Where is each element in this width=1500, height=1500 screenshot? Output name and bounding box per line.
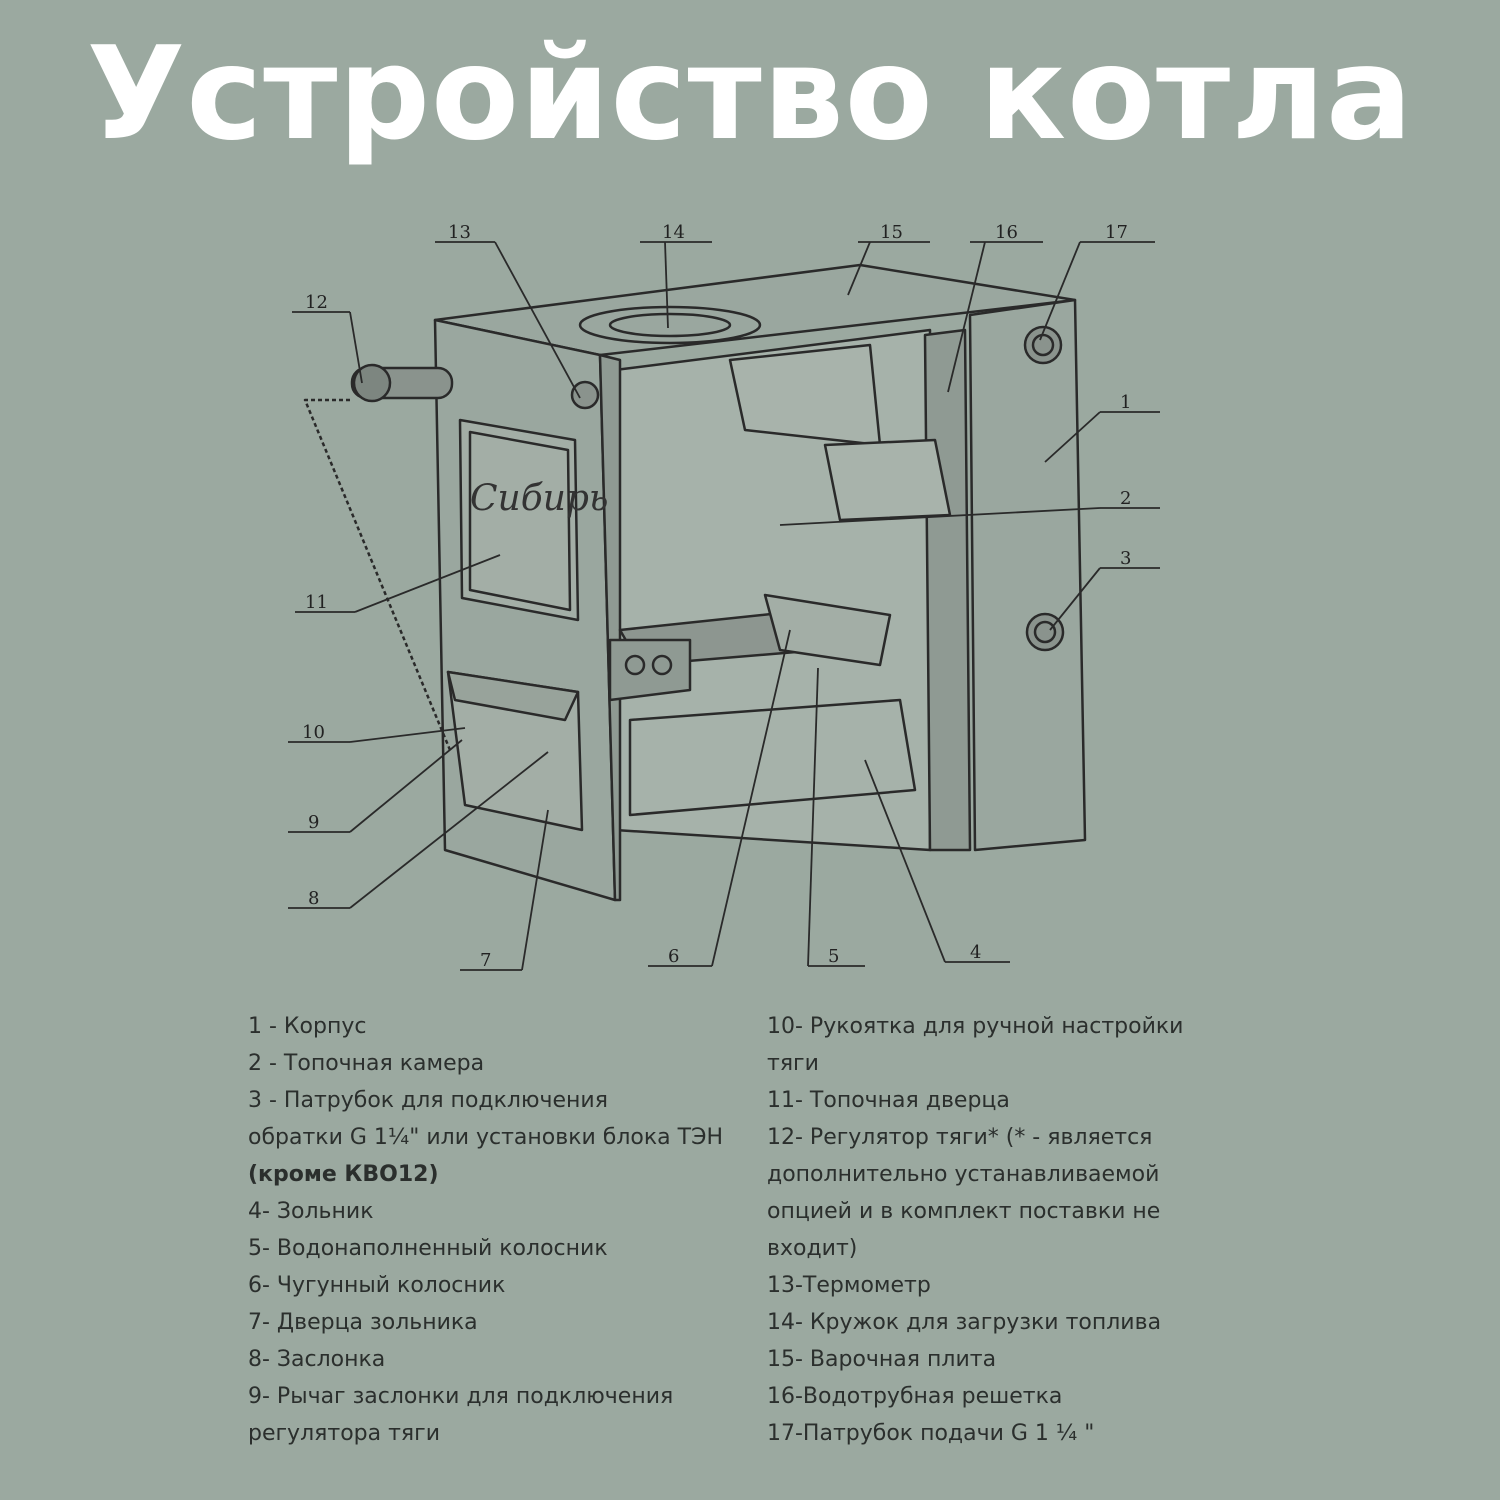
- callout-1: 1: [1120, 392, 1132, 413]
- legend-item: 13-Термометр: [767, 1273, 931, 1298]
- callout-7: 7: [480, 950, 492, 971]
- page-title: Устройство котла: [86, 20, 1414, 169]
- legend-item: 12- Регулятор тяги* (* - является: [767, 1125, 1153, 1150]
- callout-11: 11: [305, 592, 328, 613]
- legend-item: 7- Дверца зольника: [248, 1310, 478, 1335]
- callout-3: 3: [1120, 548, 1132, 569]
- callout-6: 6: [668, 946, 680, 967]
- callout-4: 4: [970, 942, 982, 963]
- legend-item: (кроме КВО12): [248, 1162, 439, 1187]
- legend-item: 14- Кружок для загрузки топлива: [767, 1310, 1162, 1335]
- body-side-panel: [970, 300, 1085, 850]
- legend-item: тяги: [767, 1051, 819, 1076]
- callout-16: 16: [995, 222, 1018, 243]
- legend-item: 15- Варочная плита: [767, 1347, 997, 1372]
- legend-item: 10- Рукоятка для ручной настройки: [767, 1014, 1184, 1039]
- legend-item: 6- Чугунный колосник: [248, 1273, 506, 1298]
- callout-10: 10: [302, 722, 325, 743]
- legend-item: 3 - Патрубок для подключения: [248, 1088, 608, 1113]
- legend-right: [767, 1008, 1183, 1452]
- callout-8: 8: [308, 888, 320, 909]
- legend-item: 1 - Корпус: [248, 1014, 367, 1039]
- legend-item: 11- Топочная дверца: [767, 1088, 1010, 1113]
- callout-5: 5: [828, 946, 840, 967]
- callout-9: 9: [308, 812, 320, 833]
- callout-12: 12: [305, 292, 328, 313]
- legend-item: дополнительно устанавливаемой: [767, 1162, 1160, 1187]
- legend-item: опцией и в комплект поставки не: [767, 1199, 1161, 1224]
- legend-item: 5- Водонаполненный колосник: [248, 1236, 608, 1261]
- legend-item: 8- Заслонка: [248, 1347, 386, 1372]
- legend-item: 4- Зольник: [248, 1199, 374, 1224]
- legend-item: 9- Рычаг заслонки для подключения: [248, 1384, 674, 1409]
- callout-2: 2: [1120, 488, 1132, 509]
- callout-17: 17: [1105, 222, 1128, 243]
- callout-15: 15: [880, 222, 903, 243]
- legend-item: регулятора тяги: [248, 1421, 440, 1446]
- legend-item: 2 - Топочная камера: [248, 1051, 485, 1076]
- callout-13: 13: [448, 222, 471, 243]
- logo-text: Сибирь: [470, 478, 609, 519]
- legend-item: входит): [767, 1236, 858, 1261]
- legend-left: [248, 1008, 723, 1452]
- fire-door: [460, 420, 578, 620]
- legend-item: 17-Патрубок подачи G 1 ¼ ": [767, 1421, 1095, 1446]
- callout-14: 14: [662, 222, 685, 243]
- legend-item: обратки G 1¼" или установки блока ТЭН: [248, 1125, 723, 1150]
- legend-item: 16-Водотрубная решетка: [767, 1384, 1063, 1409]
